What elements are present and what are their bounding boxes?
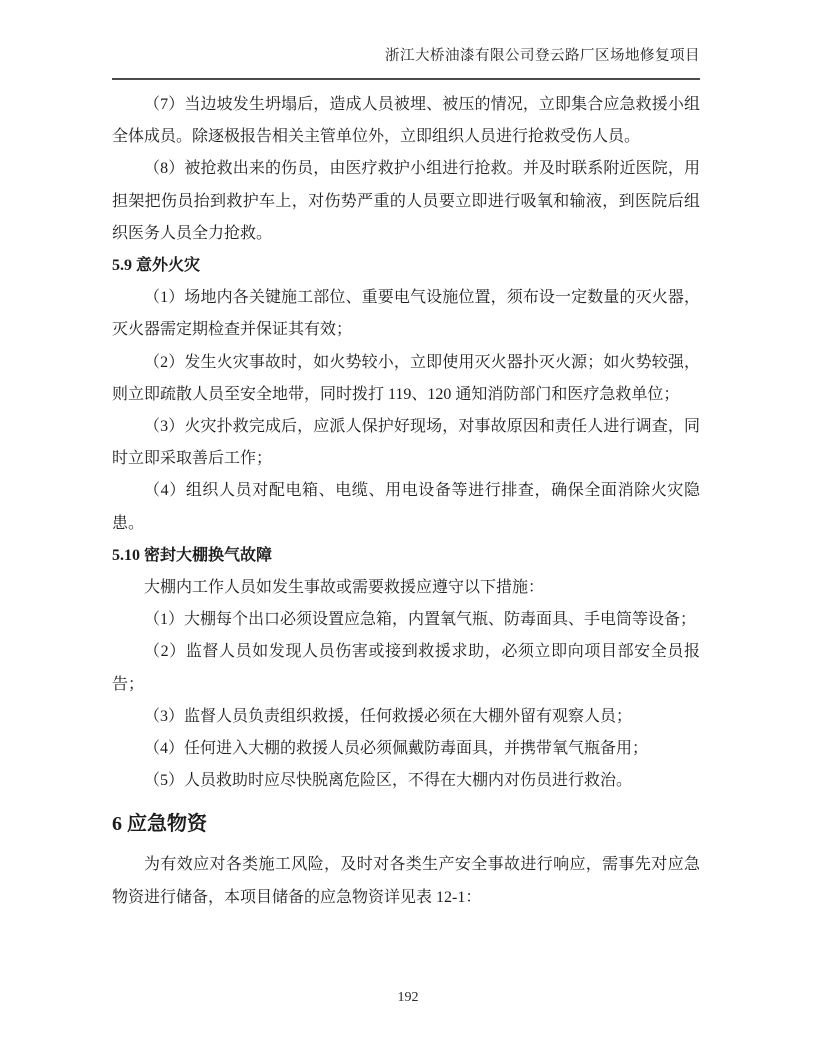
header-title: 浙江大桥油漆有限公司登云路厂区场地修复项目 <box>385 48 700 64</box>
page-header <box>112 0 700 80</box>
section-heading-5-9-accidental-fire: 5.9 意外火灾 <box>112 257 201 275</box>
paragraph-fire-item-3: （3）火灾扑救完成后，应派人保护好现场，对事故原因和责任人进行调查，同时立即采取善后工作； <box>112 418 700 468</box>
document-body <box>112 80 700 914</box>
paragraph-greenhouse-item-4: （4）任何进入大棚的救援人员必须佩戴防毒面具，并携带氧气瓶备用； <box>144 740 649 758</box>
page-number: 192 <box>397 990 419 1005</box>
paragraph-rescue-injured-item-8: （8）被抢救出来的伤员，由医疗救护小组进行抢救。并及时联系附近医院，用担架把伤员抬到救护车上，对伤势严重的人员要立即进行吸氧和输液，到医院后组织医务人员全力抢救。 <box>112 160 700 242</box>
paragraph-fire-item-4: （4）组织人员对配电箱、电缆、用电设备等进行排查，确保全面消除火灾隐患。 <box>112 482 700 532</box>
chapter-heading-6-emergency-supplies: 6 应急物资 <box>112 813 207 836</box>
page-footer <box>0 990 816 1006</box>
paragraph-greenhouse-item-5: （5）人员救助时应尽快脱离危险区，不得在大棚内对伤员进行救治。 <box>144 772 633 790</box>
paragraph-fire-item-2: （2）发生火灾事故时，如火势较小，立即使用灭火器扑灭火源；如火势较强，则立即疏散人员至安全地带，同时拨打 119、120 通知消防部门和医疗急救单位； <box>112 353 700 403</box>
paragraph-greenhouse-item-1: （1）大棚每个出口必须设置应急箱，内置氧气瓶、防毒面具、手电筒等设备； <box>144 611 697 629</box>
paragraph-emergency-supplies-intro: 为有效应对各类施工风险，及时对各类生产安全事故进行响应，需事先对应急物资进行储备，本项目储备的应急物资详见表 12-1： <box>112 856 700 906</box>
paragraph-greenhouse-item-2: （2）监督人员如发现人员伤害或接到救援求助，必须立即向项目部安全员报告； <box>112 643 700 693</box>
paragraph-greenhouse-intro: 大棚内工作人员如发生事故或需要救援应遵守以下措施： <box>144 579 545 597</box>
paragraph-greenhouse-item-3: （3）监督人员负责组织救援，任何救援必须在大棚外留有观察人员； <box>144 707 633 725</box>
paragraph-fire-item-1: （1）场地内各关键施工部位、重要电气设施位置，须布设一定数量的灭火器，灭火器需定期检查并保证其有效； <box>112 289 700 339</box>
paragraph-slope-collapse-item-7: （7）当边坡发生坍塌后，造成人员被埋、被压的情况，立即集合应急救援小组全体成员。除逐极报告相关主管单位外，立即组织人员进行抢救受伤人员。 <box>112 96 700 146</box>
section-heading-5-10-sealed-greenhouse-ventilation-failure: 5.10 密封大棚换气故障 <box>112 546 273 564</box>
